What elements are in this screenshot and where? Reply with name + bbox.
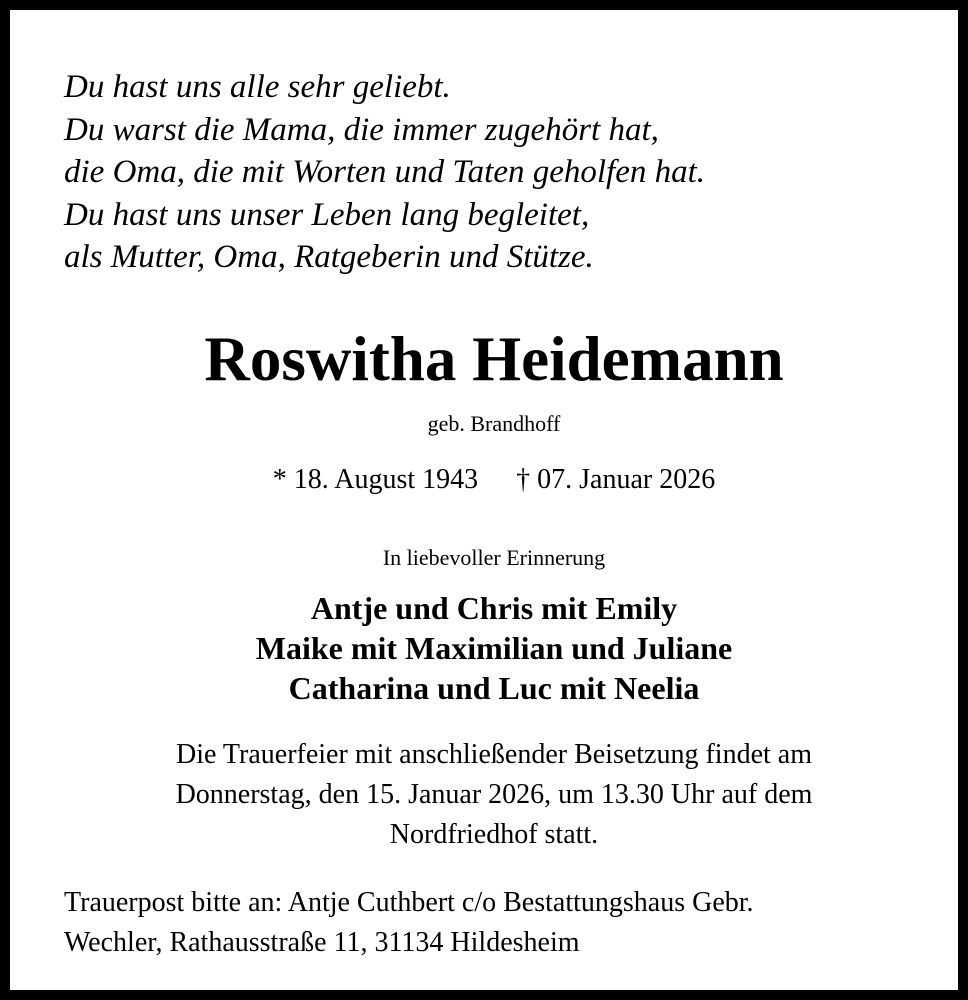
funeral-service-info [10,735,968,855]
memory-line: In liebevoller Erinnerung [382,545,606,570]
birth-name: geb. Brandhoff [427,411,561,436]
mourner-line: Catharina und Luc mit Neelia [288,670,700,706]
mourner-line: Antje und Chris mit Emily [310,590,678,626]
poem-line: als Mutter, Oma, Ratgeberin und Stütze. [64,239,594,275]
death-date: † 07. Januar 2026 [516,464,716,495]
poem-line: Du hast uns unser Leben lang begleitet, [64,196,590,233]
mourner-line: Maike mit Maximilian und Juliane [255,630,733,666]
poem-line: die Oma, die mit Worten und Taten geholfen hat. [64,154,706,190]
address-line: Trauerpost bitte an: Antje Cuthbert c/o Bestattungshaus Gebr. [64,887,754,918]
birth-date: * 18. August 1943 [272,464,479,495]
memorial-poem [64,66,705,279]
service-line: Donnerstag, den 15. Januar 2026, um 13.30 Uhr auf dem [175,779,813,810]
poem-line: Du hast uns alle sehr geliebt. [64,69,451,105]
service-line: Die Trauerfeier mit anschließender Beisetzung findet am [175,739,812,770]
address-line: Wechler, Rathausstraße 11, 31134 Hildesheim [64,927,580,958]
deceased-name: Roswitha Heidemann [204,324,784,394]
service-line: Nordfriedhof statt. [389,819,599,850]
mourners-list [10,588,968,708]
condolence-address [64,883,754,963]
life-dates [10,463,968,497]
poem-line: Du warst die Mama, die immer zugehört hat, [64,111,659,148]
